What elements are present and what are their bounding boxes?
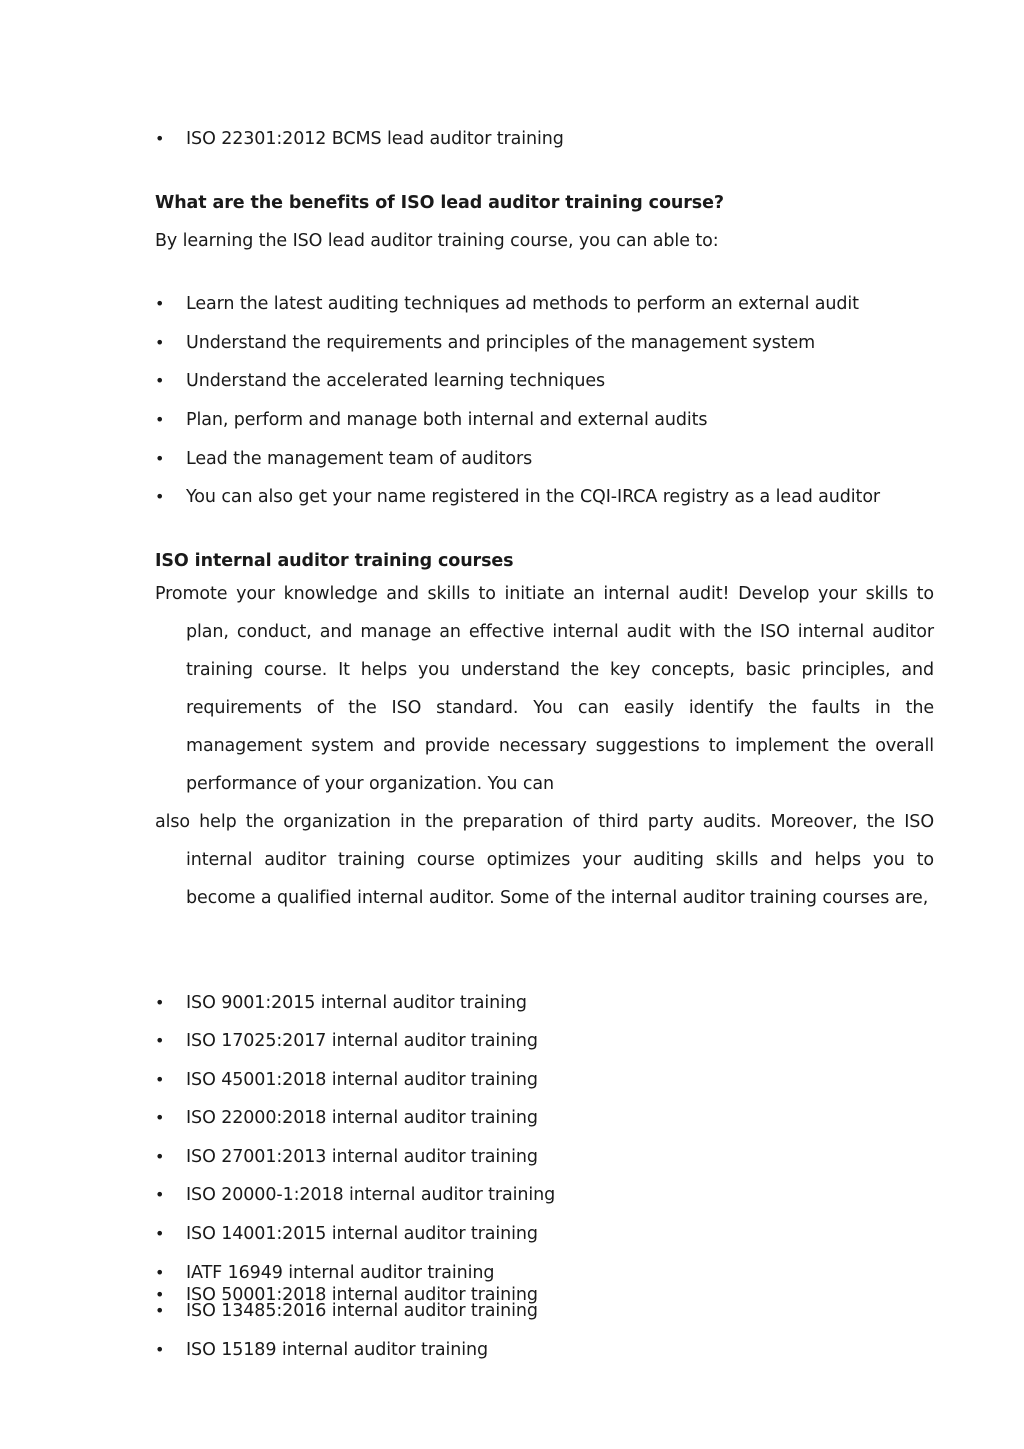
bullet-icon: • [155,1263,165,1282]
list-item [155,1106,903,1130]
list-item [155,369,903,393]
list-item-text: IATF 16949 internal auditor training [186,1263,495,1283]
bullet-icon: • [155,1340,165,1359]
list-item [155,1183,903,1207]
list-item-text: ISO 9001:2015 internal auditor training [186,993,527,1013]
bullet-icon: • [155,1301,165,1320]
list-item-text: Understand the requirements and principles of the management system [186,333,816,353]
list-item [155,485,903,509]
section-intro: By learning the ISO lead auditor training course, you can able to: [155,231,719,251]
list-item [155,447,903,471]
list-item-text: Plan, perform and manage both internal and external audits [186,410,708,430]
bullet-icon: • [155,333,165,352]
list-item-text: ISO 20000-1:2018 internal auditor training [186,1185,556,1205]
list-item [155,292,903,316]
section-heading-internal-auditor: ISO internal auditor training courses [155,551,514,571]
bullet-icon: • [155,371,165,390]
list-item-text: ISO 50001:2018 internal auditor training [186,1285,538,1305]
list-item-text: Understand the accelerated learning techniques [186,371,606,391]
list-item [155,1145,903,1169]
bullet-icon: • [155,410,165,429]
bullet-icon: • [155,1108,165,1127]
list-item-text: ISO 14001:2015 internal auditor training [186,1224,538,1244]
bullet-icon: • [155,1070,165,1089]
bullet-icon: • [155,1224,165,1243]
list-item-text: You can also get your name registered in the CQI-IRCA registry as a lead auditor [186,487,881,507]
list-item [155,1068,903,1092]
list-item [155,408,903,432]
list-item-text: Learn the latest auditing techniques ad methods to perform an external audit [186,294,859,314]
list-item-text: ISO 27001:2013 internal auditor training [186,1147,538,1167]
list-item-text: ISO 22000:2018 internal auditor training [186,1108,538,1128]
bullet-icon: • [155,294,165,313]
list-item-text: ISO 15189 internal auditor training [186,1340,488,1360]
section-heading-benefits: What are the benefits of ISO lead auditor training course? [155,193,724,213]
list-item-text: ISO 17025:2017 internal auditor training [186,1031,538,1051]
list-item-text: ISO 45001:2018 internal auditor training [186,1070,538,1090]
list-item [155,1338,903,1362]
list-item [155,991,903,1015]
bullet-icon: • [155,1147,165,1166]
bullet-icon: • [155,449,165,468]
list-item [155,1261,903,1285]
bullet-icon: • [155,1031,165,1050]
list-item [155,331,903,355]
list-item [155,1299,903,1323]
bullet-icon: • [155,1185,165,1204]
paragraph: also help the organization in the preparation of third party audits. Moreover, the ISO internal auditor training course optimizes your auditing skills and helps you to become a qualified internal auditor. Some of the internal auditor training courses are, [155,812,934,908]
list-item [155,127,903,151]
list-item-text: Lead the management team of auditors [186,449,533,469]
bullet-icon: • [155,129,165,148]
list-item [155,1029,903,1053]
paragraph: Promote your knowledge and skills to initiate an internal audit! Develop your skills to plan, conduct, and manage an effective internal audit with the ISO internal auditor training course. It helps you understand the key concepts, basic principles, and requirements of the ISO standard. You can easily identify the faults in the management system and provide necessary suggestions to implement the overall performance of your organization. You can [155,584,934,794]
bullet-icon: • [155,993,165,1012]
list-item [155,1222,903,1246]
list-item-text: ISO 13485:2016 internal auditor training [186,1301,538,1321]
list-item-text: ISO 22301:2012 BCMS lead auditor training [186,129,564,149]
bullet-icon: • [155,1285,165,1304]
bullet-icon: • [155,487,165,506]
